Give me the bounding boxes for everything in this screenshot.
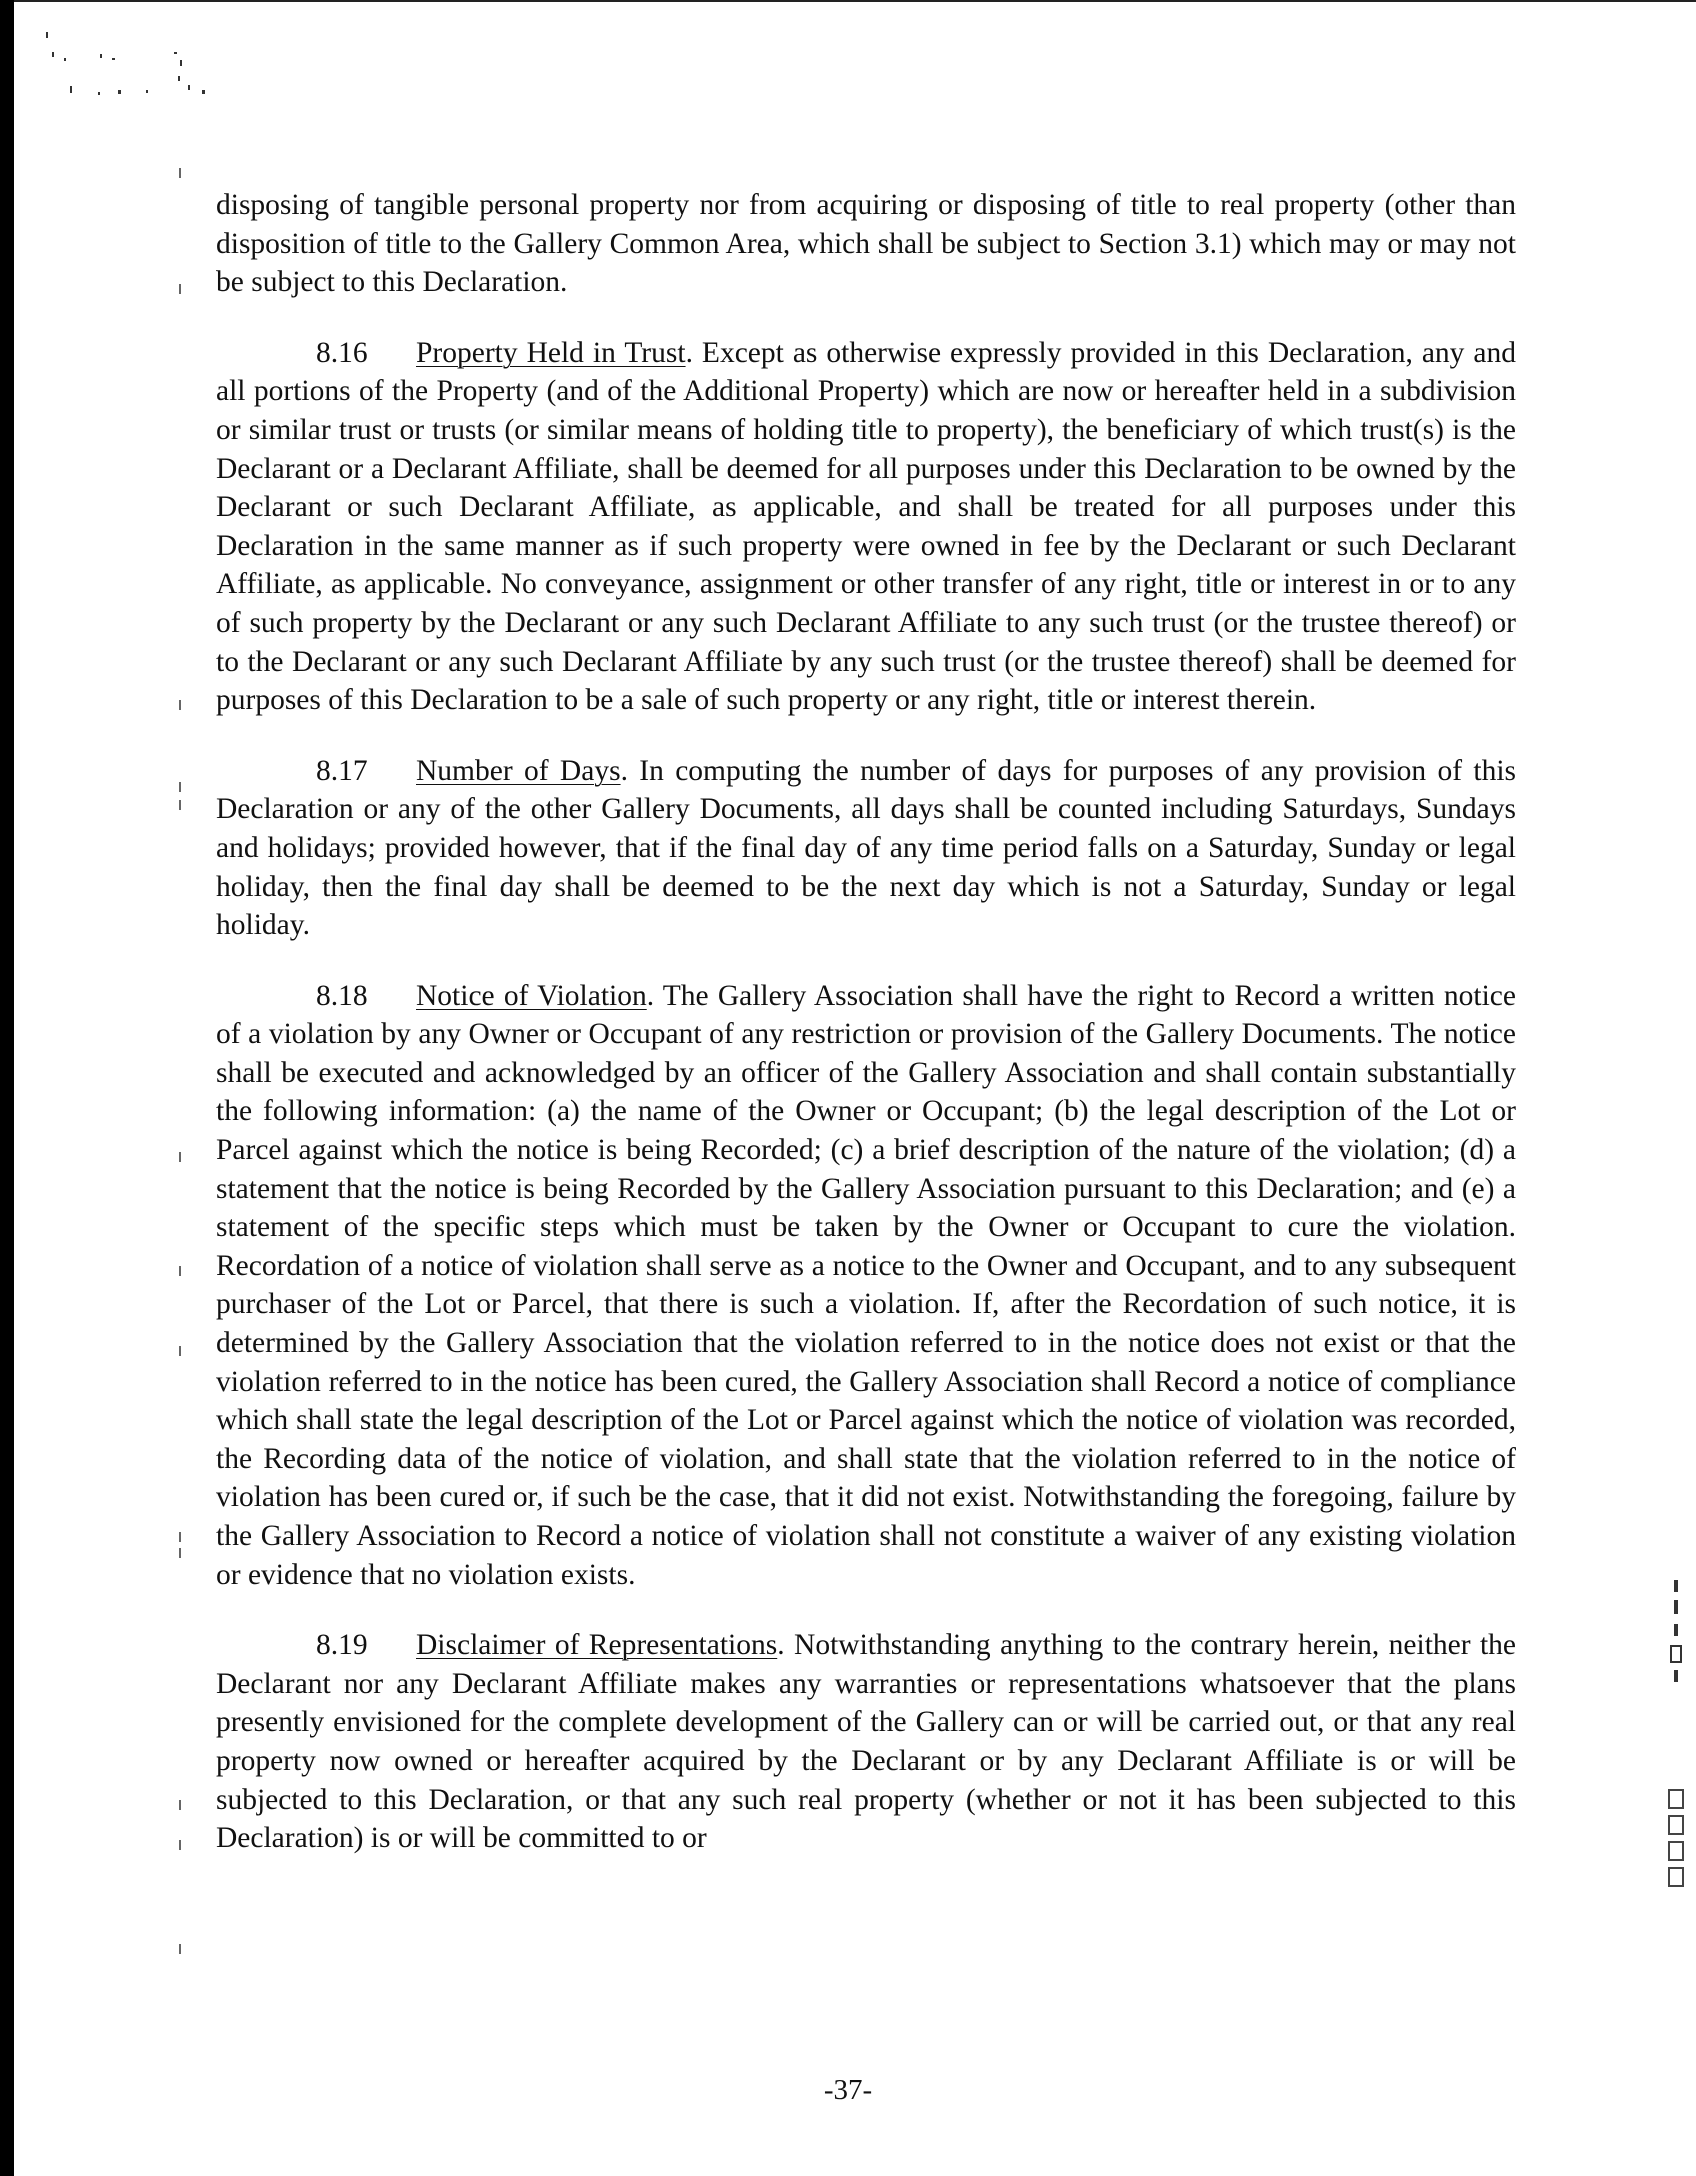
section-8-19 [216, 1626, 1516, 1858]
continuation-paragraph: disposing of tangible personal property nor from acquiring or disposing of title to real property (other than disposition of title to the Gallery Common Area, which shall be subject to Section 3.1) which may or may not be subject to this Declaration. [216, 189, 1516, 299]
section-number: 8.16 [316, 336, 368, 369]
section-body: . Except as otherwise expressly provided in this Declaration, any and all portions of the Property (and of the Additional Property) which are now or hereafter held in a subdivision or similar trust or trusts (or similar means of holding title to property), the beneficiary of which trust(s) is the Declarant or a Declarant Affiliate, shall be deemed for all purposes under this Declaration to be owned by the Declarant or such Declarant Affiliate, as applicable, and shall be treated for all purposes under this Declaration in the same manner as if such property were owned in fee by the Declarant or such Declarant Affiliate, as applicable. No conveyance, assignment or other transfer of any right, title or interest in or to any of such property by the Declarant or any such Declarant Affiliate to any such trust (or the trustee thereof) or to the Declarant or any such Declarant Affiliate by any such trust (or the trustee thereof) shall be deemed for purposes of this Declaration to be a sale of such property or any right, title or interest therein. [216, 336, 1516, 717]
document-page [216, 186, 1516, 1890]
section-title: Property Held in Trust [416, 336, 686, 369]
section-number: 8.18 [316, 979, 368, 1012]
section-8-18 [216, 977, 1516, 1595]
scan-left-edge [0, 0, 14, 2176]
section-title: Number of Days [416, 754, 621, 787]
section-title: Notice of Violation [416, 979, 647, 1012]
section-title: Disclaimer of Representations [416, 1629, 778, 1662]
vertical-recording-stamp [1666, 1580, 1696, 1910]
section-number: 8.17 [316, 754, 368, 787]
margin-tick-marks [175, 0, 185, 2176]
section-body: . The Gallery Association shall have the right to Record a written notice of a violation by any Owner or Occupant of any restriction or provision of the Gallery Documents. The notice shall be executed and acknowledged by an officer of the Gallery Association and shall contain substantially the following information: (a) the name of the Owner or Occupant; (b) the legal description of the Lot or Parcel against which the notice is being Recorded; (c) a brief description of the nature of the violation; (d) a statement that the notice is being Recorded by the Gallery Association pursuant to this Declaration; and (e) a statement of the specific steps which must be taken by the Owner or Occupant to cure the violation. Recordation of a notice of violation shall serve as a notice to the Owner and Occupant, and to any subsequent purchaser of the Lot or Parcel, that there is such a violation. If, after the Recordation of such notice, it is determined by the Gallery Association that the violation referred to in the notice does not exist or that the violation referred to in the notice has been cured, the Gallery Association shall Record a notice of compliance which shall state the legal description of the Lot or Parcel against which the notice of violation was recorded, the Recording data of the notice of violation, and shall state that the violation referred to in the notice of violation has been cured or, if such be the case, that it did not exist. Notwithstanding the foregoing, failure by the Gallery Association to Record a notice of violation shall not constitute a waiver of any existing violation or evidence that no violation exists. [216, 979, 1516, 1591]
scan-top-edge [14, 0, 1696, 2]
section-8-16 [216, 334, 1516, 720]
section-body: . In computing the number of days for purposes of any provision of this Declaration or any of the other Gallery Documents, all days shall be counted including Saturdays, Sundays and holidays; provided however, that if the final day of any time period falls on a Saturday, Sunday or legal holiday, then the final day shall be deemed to be the next day which is not a Saturday, Sunday or legal holiday. [216, 754, 1517, 942]
section-body: . Notwithstanding anything to the contrary herein, neither the Declarant nor any Declarant Affiliate makes any warranties or representations whatsoever that the plans presently envisioned for the complete development of the Gallery can or will be carried out, or that any real property now owned or hereafter acquired by the Declarant or by any Declarant Affiliate is or will be subjected to this Declaration, or that any such real property (whether or not it has been subjected to this Declaration) is or will be committed to or [216, 1629, 1516, 1855]
section-8-17 [216, 752, 1516, 945]
scan-specks [40, 30, 240, 120]
page-number: -37- [823, 2074, 873, 2106]
section-number: 8.19 [316, 1629, 368, 1662]
